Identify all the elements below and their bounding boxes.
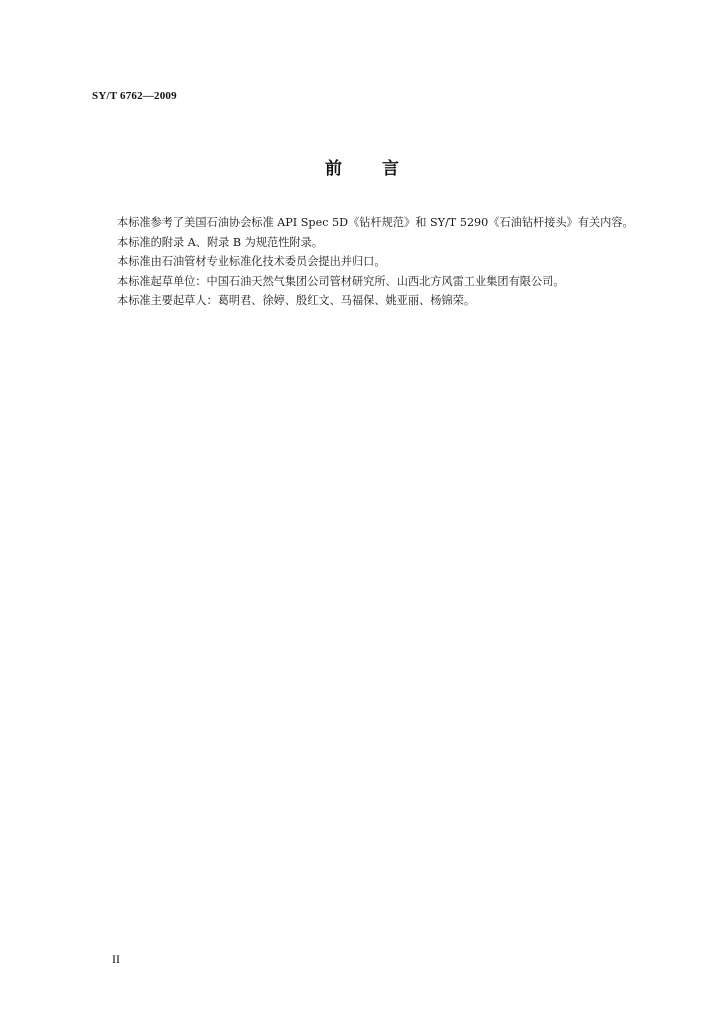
paragraph-drafting-units: 本标准起草单位：中国石油天然气集团公司管材研究所、山西北方风雷工业集团有限公司。	[117, 274, 565, 288]
paragraph-reference-standards: 本标准参考了美国石油协会标准 API Spec 5D《钻杆规范》和 SY/T 5290《石油钻杆接头》有关内容。	[117, 216, 634, 229]
title-char-1: 前	[325, 159, 342, 179]
page-title	[0, 154, 724, 179]
title-char-2: 言	[382, 159, 399, 179]
foreword-body	[92, 213, 652, 311]
paragraph-drafters: 本标准主要起草人：葛明君、徐婷、殷红文、马福保、姚亚丽、杨锦荣。	[117, 294, 476, 307]
paragraph-proposer: 本标准由石油管材专业标准化技术委员会提出并归口。	[117, 255, 386, 268]
paragraph-appendices: 本标准的附录 A、附录 B 为规范性附录。	[117, 235, 323, 249]
page-number: II	[112, 952, 120, 966]
document-code: SY/T 6762—2009	[92, 90, 177, 102]
